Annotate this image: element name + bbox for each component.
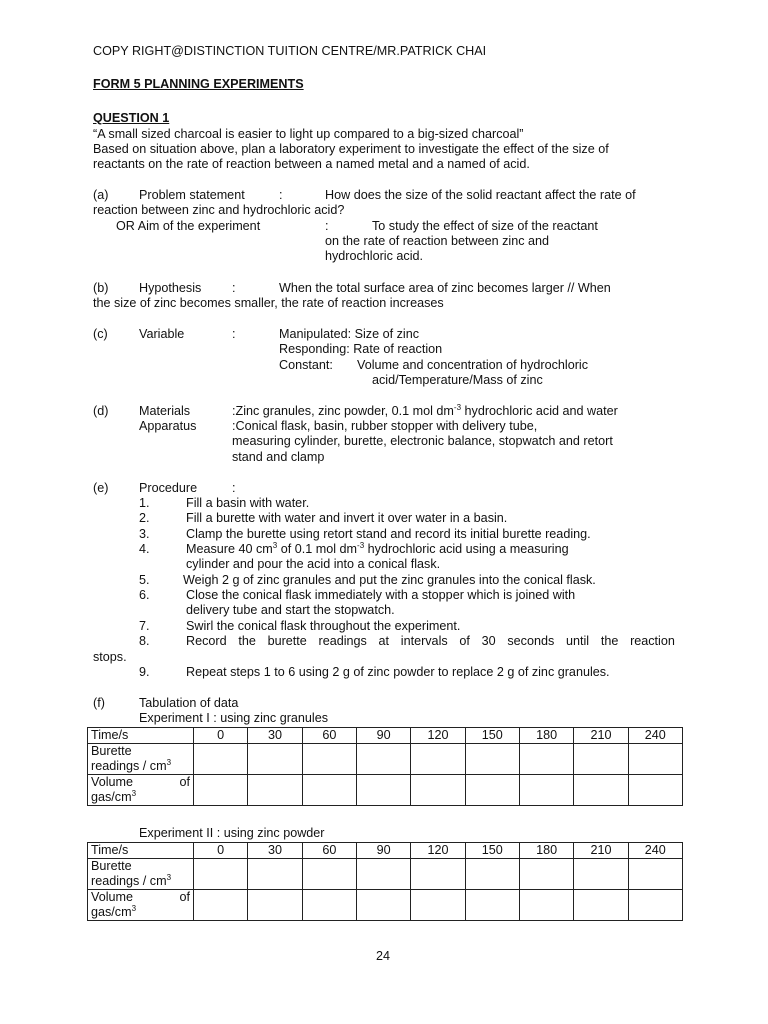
empty-cell <box>465 859 519 890</box>
empty-cell <box>465 744 519 775</box>
table-row <box>88 775 683 806</box>
burette-readings-header: Burette readings / $cm^3$ <box>88 744 194 775</box>
time-cell: 180 <box>519 728 573 744</box>
time-header: Time/s <box>88 728 194 744</box>
hypothesis-line-2: the size of zinc becomes smaller, the rate of reaction increases <box>93 296 444 310</box>
step-text: Fill a burette with water and invert it over water in a basin. <box>186 511 508 525</box>
step-text: Swirl the conical flask throughout the experiment. <box>186 619 461 633</box>
time-cell: 150 <box>465 843 519 859</box>
aim-line-3: hydrochloric acid. <box>325 249 423 263</box>
apparatus-line-2: measuring cylinder, burette, electronic balance, stopwatch and retort <box>232 434 613 448</box>
time-cell: 90 <box>356 728 410 744</box>
page-title: FORM 5 PLANNING EXPERIMENTS <box>93 77 304 91</box>
empty-cell <box>519 744 573 775</box>
step-text: Fill a basin with water. <box>186 496 310 510</box>
constant-variable-label: Constant: <box>279 358 333 372</box>
step-text: Weigh 2 g of zinc granules and put the zinc granules into the conical flask. <box>183 573 596 587</box>
empty-cell <box>248 859 302 890</box>
empty-cell <box>519 890 573 921</box>
section-b-label: (b) <box>93 281 109 295</box>
empty-cell <box>574 744 628 775</box>
experiment-1-table <box>87 727 683 806</box>
table-row <box>88 859 683 890</box>
step-number: 9. <box>139 665 150 679</box>
experiment-2-table <box>87 842 683 921</box>
page-number: 24 <box>376 949 391 963</box>
step-number: 6. <box>139 588 150 602</box>
section-a-label: (a) <box>93 188 109 202</box>
time-cell: 0 <box>194 728 248 744</box>
empty-cell <box>574 859 628 890</box>
time-cell: 120 <box>411 843 465 859</box>
time-cell: 240 <box>628 843 682 859</box>
step-text-continued: delivery tube and start the stopwatch. <box>186 603 395 617</box>
empty-cell <box>411 775 465 806</box>
step-text: Repeat steps 1 to 6 using 2 g of zinc powder to replace 2 g of zinc granules. <box>186 665 610 679</box>
time-header: Time/s <box>88 843 194 859</box>
problem-statement-line-2: reaction between zinc and hydrochloric acid? <box>93 203 345 217</box>
empty-cell <box>628 775 682 806</box>
aim-line-2: on the rate of reaction between zinc and <box>325 234 550 248</box>
experiment-1-title: Experiment I : using zinc granules <box>139 711 328 725</box>
time-cell: 150 <box>465 728 519 744</box>
time-cell: 30 <box>248 843 302 859</box>
table-row <box>88 890 683 921</box>
empty-cell <box>519 859 573 890</box>
step-number: 5. <box>139 573 150 587</box>
question-heading: QUESTION 1 <box>93 111 170 125</box>
procedure-name: Procedure <box>139 481 198 495</box>
empty-cell <box>194 775 248 806</box>
section-a-colon: : <box>279 188 283 202</box>
table-row <box>88 744 683 775</box>
section-c-name: Variable <box>139 327 185 341</box>
time-cell: 60 <box>302 843 356 859</box>
section-d-label: (d) <box>93 404 109 418</box>
empty-cell <box>356 775 410 806</box>
empty-cell <box>356 744 410 775</box>
question-intro-line-1: Based on situation above, plan a laboratory experiment to investigate the effect of the size of <box>93 142 609 156</box>
hypothesis-line-1: When the total surface area of zinc becomes larger // When <box>279 281 611 295</box>
empty-cell <box>302 890 356 921</box>
empty-cell <box>628 859 682 890</box>
empty-cell <box>628 744 682 775</box>
empty-cell <box>411 744 465 775</box>
empty-cell <box>248 744 302 775</box>
responding-variable: Responding: Rate of reaction <box>279 342 443 356</box>
apparatus-name: Apparatus <box>139 419 197 433</box>
materials-list: :Zinc granules, zinc powder, 0.1 mol $dm^{-3}$ hydrochloric acid and water <box>232 402 618 418</box>
procedure-colon: : <box>232 481 236 495</box>
empty-cell <box>465 775 519 806</box>
burette-readings-header: Burette readings / $cm^3$ <box>88 859 194 890</box>
step-text-continued: cylinder and pour the acid into a conical flask. <box>186 557 441 571</box>
section-b-name: Hypothesis <box>139 281 202 295</box>
aim-colon: : <box>325 219 329 233</box>
apparatus-line-1: :Conical flask, basin, rubber stopper with delivery tube, <box>232 419 538 433</box>
section-a-name: Problem statement <box>139 188 245 202</box>
step-number: 7. <box>139 619 150 633</box>
empty-cell <box>411 890 465 921</box>
empty-cell <box>574 775 628 806</box>
empty-cell <box>411 859 465 890</box>
section-f-label: (f) <box>93 696 105 710</box>
time-cell: 0 <box>194 843 248 859</box>
time-cell: 210 <box>574 728 628 744</box>
empty-cell <box>302 859 356 890</box>
apparatus-line-3: stand and clamp <box>232 450 325 464</box>
section-c-colon: : <box>232 327 236 341</box>
time-cell: 210 <box>574 843 628 859</box>
step-number: 8. <box>139 634 150 648</box>
table-row <box>88 843 683 859</box>
time-cell: 180 <box>519 843 573 859</box>
step-text: Record the burette readings at intervals of 30 seconds until the reaction <box>186 634 675 648</box>
time-cell: 60 <box>302 728 356 744</box>
time-cell: 120 <box>411 728 465 744</box>
step-number: 1. <box>139 496 150 510</box>
volume-gas-header: Volume of gas/$cm^3$ <box>88 775 194 806</box>
tabulation-name: Tabulation of data <box>139 696 239 710</box>
time-cell: 30 <box>248 728 302 744</box>
constant-variable-line-2: acid/Temperature/Mass of zinc <box>372 373 543 387</box>
empty-cell <box>194 859 248 890</box>
step-text: Clamp the burette using retort stand and record its initial burette reading. <box>186 527 591 541</box>
empty-cell <box>302 775 356 806</box>
manipulated-variable: Manipulated: Size of zinc <box>279 327 420 341</box>
copyright-header: COPY RIGHT@DISTINCTION TUITION CENTRE/MR.PATRICK CHAI <box>93 44 487 58</box>
volume-gas-header: Volume of gas/$cm^3$ <box>88 890 194 921</box>
step-number: 3. <box>139 527 150 541</box>
constant-variable-line-1: Volume and concentration of hydrochloric <box>357 358 589 372</box>
materials-name: Materials <box>139 404 191 418</box>
empty-cell <box>519 775 573 806</box>
step-text: Close the conical flask immediately with a stopper which is joined with <box>186 588 576 602</box>
step-text-continued: stops. <box>93 650 127 664</box>
empty-cell <box>356 890 410 921</box>
empty-cell <box>465 890 519 921</box>
empty-cell <box>248 775 302 806</box>
empty-cell <box>194 890 248 921</box>
section-e-label: (e) <box>93 481 109 495</box>
empty-cell <box>302 744 356 775</box>
question-intro-line-2: reactants on the rate of reaction between a named metal and a named of acid. <box>93 157 530 171</box>
section-c-label: (c) <box>93 327 108 341</box>
experiment-2-title: Experiment II : using zinc powder <box>139 826 325 840</box>
time-cell: 240 <box>628 728 682 744</box>
table-row <box>88 728 683 744</box>
problem-statement-line-1: How does the size of the solid reactant affect the rate of <box>325 188 636 202</box>
empty-cell <box>248 890 302 921</box>
empty-cell <box>574 890 628 921</box>
aim-label: OR Aim of the experiment <box>116 219 261 233</box>
empty-cell <box>356 859 410 890</box>
aim-line-1: To study the effect of size of the reactant <box>372 219 598 233</box>
empty-cell <box>628 890 682 921</box>
time-cell: 90 <box>356 843 410 859</box>
question-quote: “A small sized charcoal is easier to light up compared to a big-sized charcoal” <box>93 127 524 141</box>
section-b-colon: : <box>232 281 236 295</box>
step-number: 4. <box>139 542 150 556</box>
step-number: 2. <box>139 511 150 525</box>
empty-cell <box>194 744 248 775</box>
step-text: Measure 40 $cm^3$ of 0.1 mol $dm^{-3}$ hydrochloric acid using a measuring <box>186 540 569 556</box>
